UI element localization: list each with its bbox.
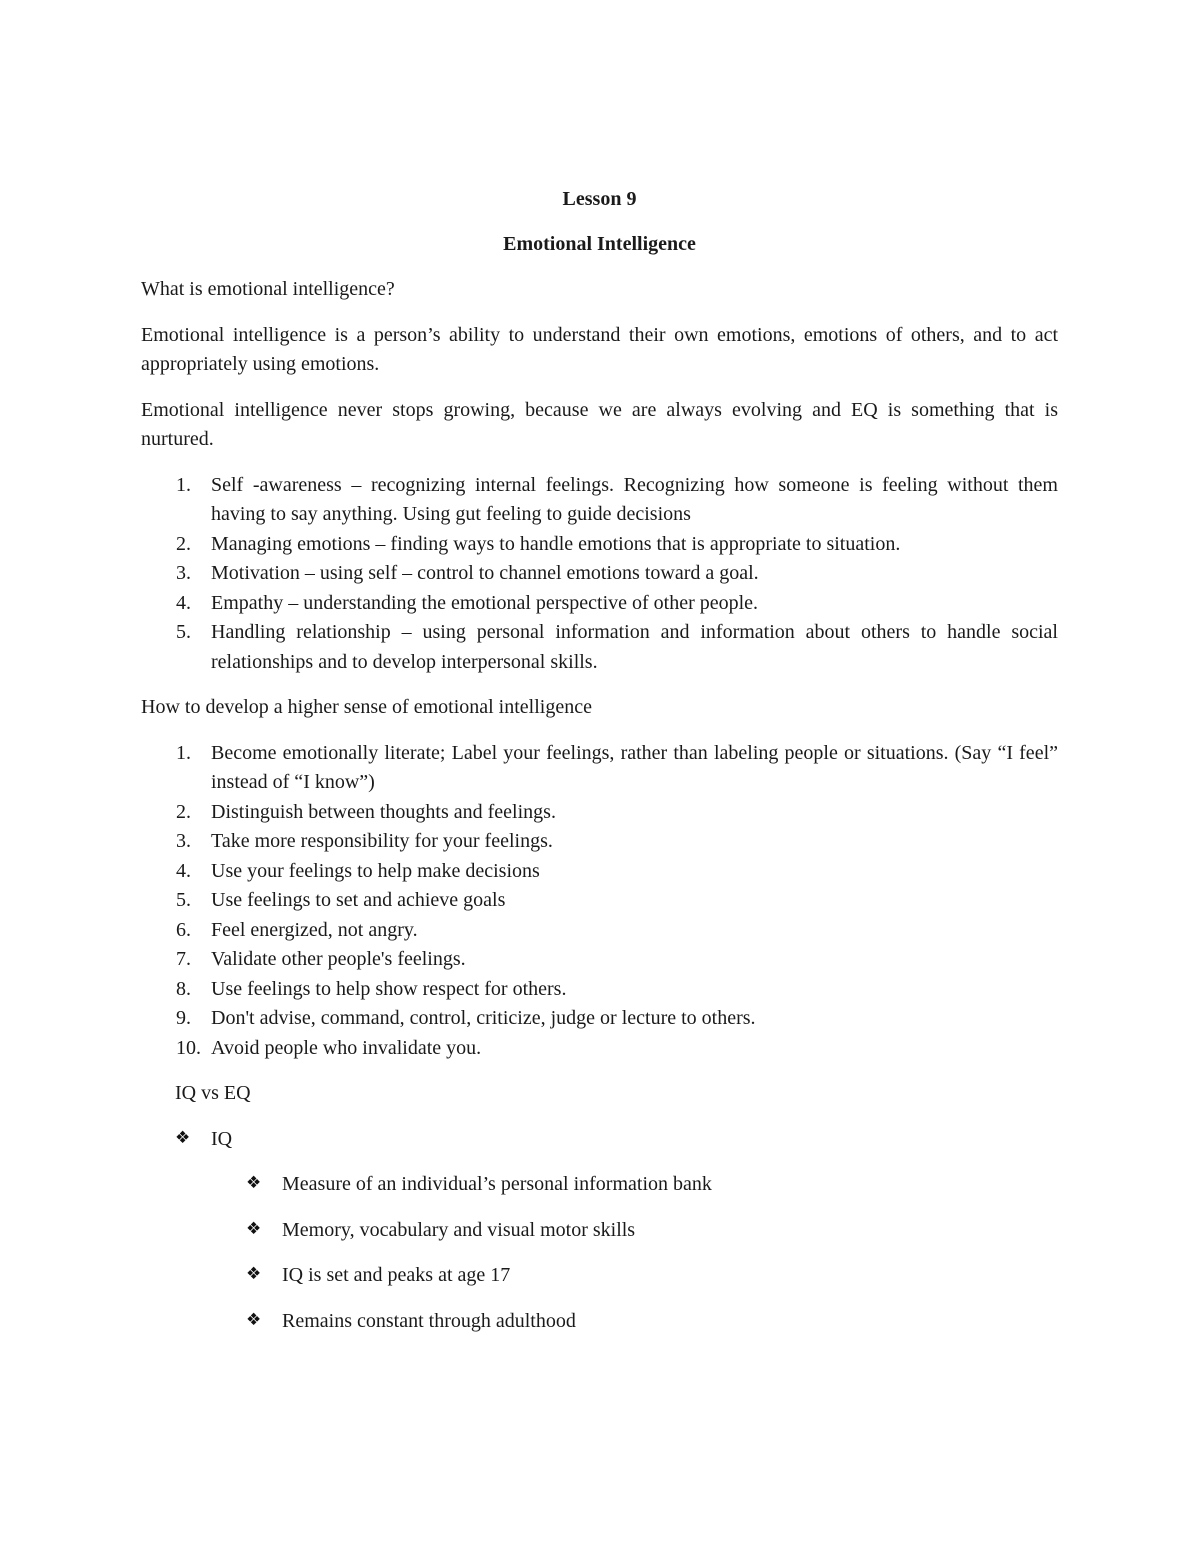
- list-number: 2.: [176, 532, 191, 555]
- list-item: [141, 975, 1058, 1005]
- bullet-item-text: Measure of an individual’s personal information bank: [282, 1173, 712, 1195]
- iq-heading-text: IQ: [211, 1127, 233, 1150]
- list-number: 3.: [176, 830, 191, 852]
- list-number: 8.: [176, 977, 191, 1000]
- list-item-text: Use feelings to help show respect for others.: [211, 977, 567, 1000]
- diamond-bullet-icon: [246, 1218, 266, 1238]
- list-item: [141, 945, 1058, 975]
- list-item-text: Use your feelings to help make decisions: [211, 859, 540, 882]
- lesson-title: Lesson 9: [562, 188, 637, 210]
- list-item-text: Self -awareness – recognizing internal feelings. Recognizing how someone is feeling without them having to say anything. Using gut feeling to guide decisions: [211, 473, 1058, 525]
- iq-bullet-heading: [141, 1125, 1058, 1155]
- document-page: [141, 185, 1058, 1352]
- bullet-item-text: Remains constant through adulthood: [282, 1309, 576, 1332]
- components-list: [141, 471, 1058, 678]
- list-item-text: Handling relationship – using personal information and information about others to handle social relationships and to develop interpersonal skills.: [211, 621, 1058, 673]
- list-item: [141, 886, 1058, 916]
- list-item-text: Take more responsibility for your feelings.: [211, 830, 553, 852]
- diamond-bullet-icon: [246, 1263, 266, 1283]
- list-item: [141, 739, 1058, 798]
- list-item: [141, 1004, 1058, 1034]
- list-item-text: Managing emotions – finding ways to handle emotions that is appropriate to situation.: [211, 532, 901, 555]
- list-number: 10.: [176, 1036, 201, 1059]
- list-item: [141, 798, 1058, 828]
- diamond-bullet-icon: [246, 1172, 266, 1192]
- list-item-text: Don't advise, command, control, criticize, judge or lecture to others.: [211, 1007, 756, 1029]
- list-item-text: Avoid people who invalidate you.: [211, 1036, 482, 1059]
- list-item: [141, 827, 1058, 857]
- definition-paragraph: Emotional intelligence is a person’s ability to understand their own emotions, emotions of others, and to act appropriately using emotions.: [141, 323, 1058, 375]
- develop-heading: How to develop a higher sense of emotional intelligence: [141, 696, 592, 718]
- bullet-item: [246, 1170, 1058, 1200]
- question-heading: What is emotional intelligence?: [141, 278, 395, 300]
- bullet-item: [246, 1261, 1058, 1291]
- list-item: [141, 857, 1058, 887]
- list-item: [141, 471, 1058, 530]
- list-item: [141, 1034, 1058, 1064]
- bullet-item: [246, 1216, 1058, 1246]
- list-number: 3.: [176, 562, 191, 584]
- list-item: [141, 530, 1058, 560]
- list-item-text: Validate other people's feelings.: [211, 948, 466, 970]
- list-number: 1.: [176, 741, 191, 764]
- bullet-item-text: IQ is set and peaks at age 17: [282, 1264, 511, 1286]
- list-item-text: Feel energized, not angry.: [211, 918, 418, 941]
- develop-list: [141, 739, 1058, 1064]
- list-item-text: Motivation – using self – control to channel emotions toward a goal.: [211, 562, 759, 584]
- growth-paragraph: Emotional intelligence never stops growing, because we are always evolving and EQ is something that is nurtured.: [141, 398, 1058, 450]
- diamond-bullet-icon: [246, 1309, 266, 1329]
- list-number: 4.: [176, 591, 191, 614]
- list-item: [141, 559, 1058, 589]
- list-item-text: Become emotionally literate; Label your feelings, rather than labeling people or situations. (Say “I feel” instead of “I know”): [211, 741, 1058, 793]
- bullet-item: [246, 1307, 1058, 1337]
- list-number: 1.: [176, 473, 191, 496]
- list-number: 2.: [176, 800, 191, 823]
- list-number: 9.: [176, 1007, 191, 1029]
- list-number: 6.: [176, 918, 191, 941]
- list-number: 7.: [176, 948, 191, 970]
- list-item-text: Use feelings to set and achieve goals: [211, 889, 506, 911]
- lesson-subtitle: Emotional Intelligence: [503, 233, 696, 255]
- list-item: [141, 618, 1058, 677]
- bullet-item-text: Memory, vocabulary and visual motor skills: [282, 1218, 636, 1241]
- list-item: [141, 589, 1058, 619]
- iq-vs-eq-heading: IQ vs EQ: [175, 1082, 251, 1104]
- list-item: [141, 916, 1058, 946]
- list-item-text: Distinguish between thoughts and feelings.: [211, 800, 556, 823]
- list-number: 4.: [176, 859, 191, 882]
- list-item-text: Empathy – understanding the emotional perspective of other people.: [211, 591, 759, 614]
- list-number: 5.: [176, 621, 191, 643]
- iq-bullet-list: [141, 1170, 1058, 1336]
- diamond-bullet-icon: [175, 1127, 195, 1147]
- list-number: 5.: [176, 889, 191, 911]
